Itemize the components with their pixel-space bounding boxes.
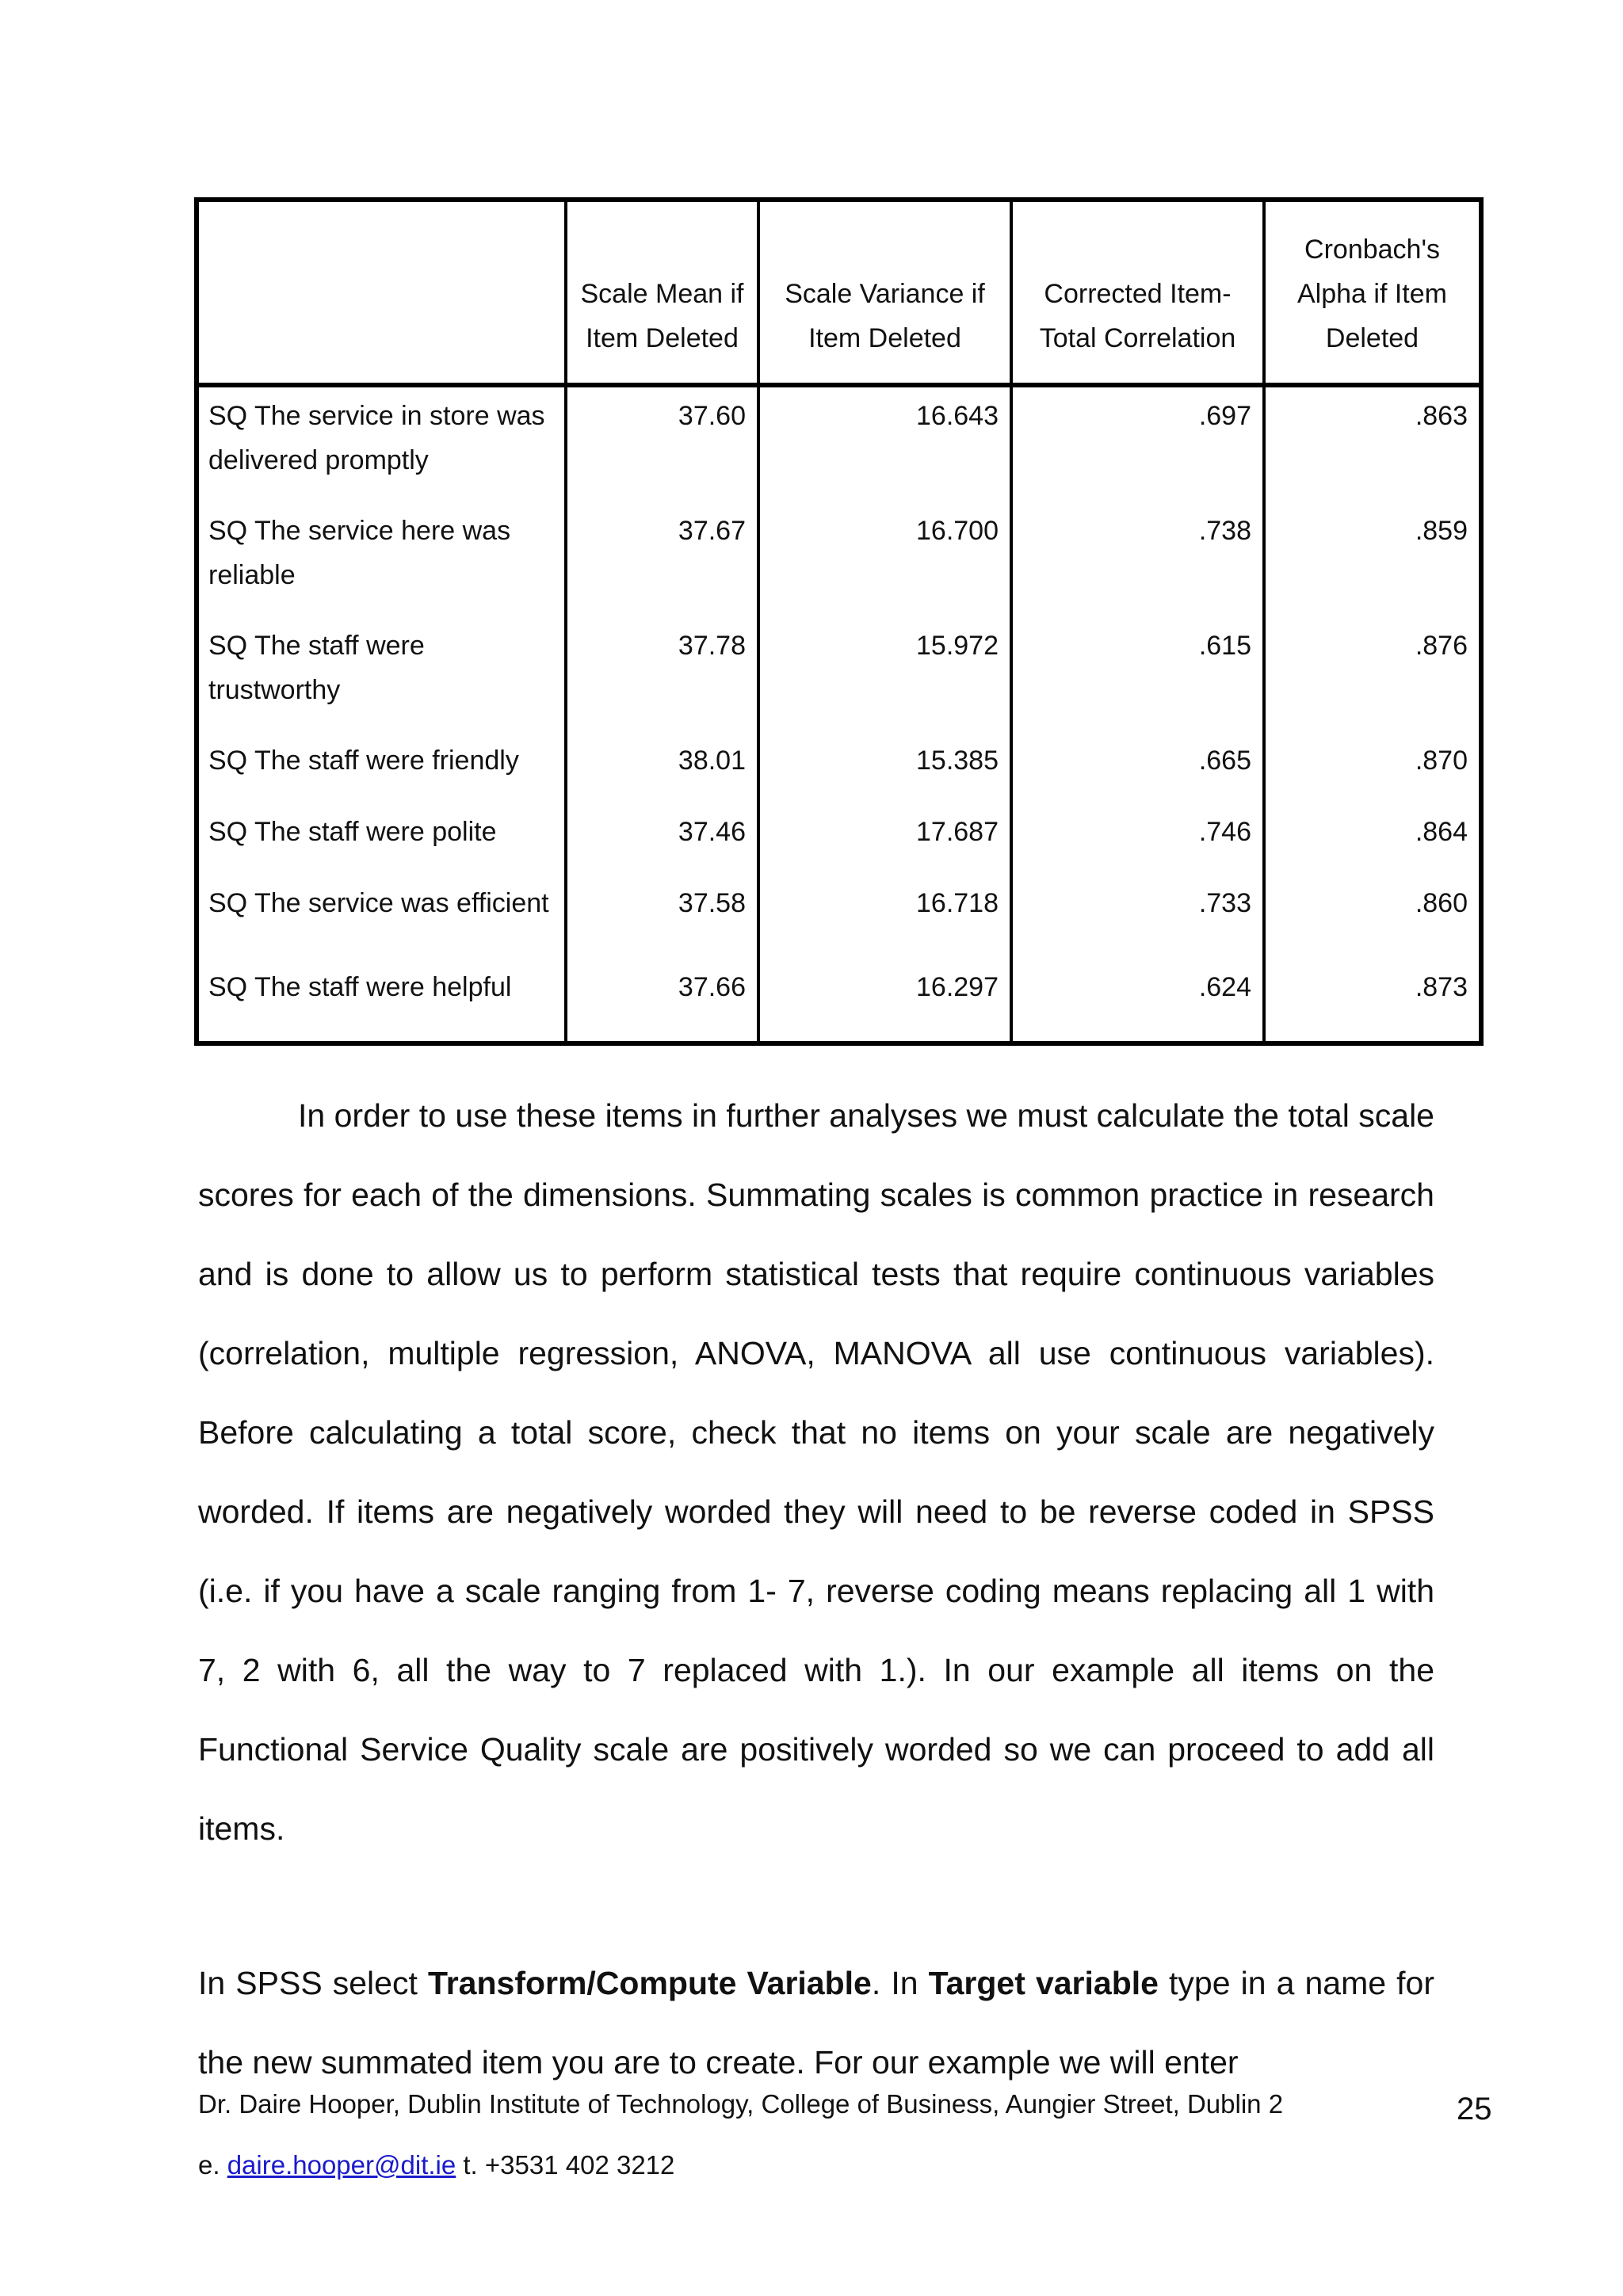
row-label: SQ The service in store was delivered promptly: [197, 385, 566, 502]
table-row: [197, 875, 1481, 946]
scale-mean-cell: 37.58: [566, 875, 758, 946]
corrected-correlation-cell: .733: [1011, 875, 1264, 946]
body-paragraph-summating-scales: In order to use these items in further analyses we must calculate the total scale scores for each of the dimensions. Summating scales is common practice in research and is done to allow us to perform statistical tests that require continuous variables (correlation, multiple regression, ANOVA, MANOVA all use continuous variables). Before calculating a total score, check that no items on your scale are negatively worded. If items are negatively worded they will need to be reverse coded in SPSS (i.e. if you have a scale ranging from 1- 7, reverse coding means replacing all 1 with 7, 2 with 6, all the way to 7 replaced with 1.). In our example all items on the Functional Service Quality scale are positively worded so we can proceed to add all items.: [198, 1097, 1434, 1847]
scale-mean-cell: 37.66: [566, 946, 758, 1043]
cronbach-alpha-cell: .860: [1264, 875, 1481, 946]
email-prefix: e.: [198, 2150, 227, 2180]
text-run: In SPSS select: [198, 1965, 428, 2001]
header-cronbach-alpha: Cronbach's Alpha if Item Deleted: [1264, 200, 1481, 385]
row-label: SQ The staff were helpful: [197, 946, 566, 1043]
scale-variance-cell: 16.297: [758, 946, 1011, 1043]
scale-variance-cell: 16.700: [758, 502, 1011, 617]
corrected-correlation-cell: .697: [1011, 385, 1264, 502]
table-row: [197, 502, 1481, 617]
footer-author-line: Dr. Daire Hooper, Dublin Institute of Technology, College of Business, Aungier Street, Dublin 2: [198, 2089, 1284, 2119]
item-total-statistics-table: [194, 197, 1484, 1046]
scale-variance-cell: 15.385: [758, 732, 1011, 803]
scale-variance-cell: 16.643: [758, 385, 1011, 502]
menu-path-bold: Transform/Compute Variable: [427, 1965, 872, 2001]
table-row: [197, 617, 1481, 732]
body-paragraph-spss-instructions: [198, 1943, 1434, 2102]
text-run: . In: [871, 1965, 929, 2001]
scale-mean-cell: 37.46: [566, 803, 758, 875]
row-label: SQ The service here was reliable: [197, 502, 566, 617]
table-row: [197, 385, 1481, 502]
row-label: SQ The service was efficient: [197, 875, 566, 946]
cronbach-alpha-cell: .864: [1264, 803, 1481, 875]
row-label: SQ The staff were polite: [197, 803, 566, 875]
cronbach-alpha-cell: .873: [1264, 946, 1481, 1043]
cronbach-alpha-cell: .870: [1264, 732, 1481, 803]
phone-text: t. +3531 402 3212: [456, 2150, 675, 2180]
header-corrected-correlation: Corrected Item-Total Correlation: [1011, 200, 1264, 385]
field-name-bold: Target variable: [928, 1965, 1159, 2001]
corrected-correlation-cell: .624: [1011, 946, 1264, 1043]
scale-variance-cell: 17.687: [758, 803, 1011, 875]
scale-variance-cell: 15.972: [758, 617, 1011, 732]
scale-variance-cell: 16.718: [758, 875, 1011, 946]
table-header-row: [197, 200, 1481, 385]
row-label: SQ The staff were friendly: [197, 732, 566, 803]
corrected-correlation-cell: .746: [1011, 803, 1264, 875]
corrected-correlation-cell: .665: [1011, 732, 1264, 803]
page-number: 25: [1457, 2092, 1492, 2126]
scale-mean-cell: 37.78: [566, 617, 758, 732]
cronbach-alpha-cell: .876: [1264, 617, 1481, 732]
header-blank: [197, 200, 566, 385]
footer-contact-line: [198, 2149, 674, 2181]
row-label: SQ The staff were trustworthy: [197, 617, 566, 732]
cronbach-alpha-cell: .863: [1264, 385, 1481, 502]
table-row: [197, 803, 1481, 875]
corrected-correlation-cell: .738: [1011, 502, 1264, 617]
email-link[interactable]: daire.hooper@dit.ie: [227, 2150, 456, 2180]
scale-mean-cell: 38.01: [566, 732, 758, 803]
table-row: [197, 732, 1481, 803]
header-scale-mean: Scale Mean if Item Deleted: [566, 200, 758, 385]
corrected-correlation-cell: .615: [1011, 617, 1264, 732]
scale-mean-cell: 37.60: [566, 385, 758, 502]
text-run: type in a name for the new summated item you are to create. For our example we will enter: [198, 1965, 1434, 2081]
scale-mean-cell: 37.67: [566, 502, 758, 617]
table-row: [197, 946, 1481, 1043]
header-scale-variance: Scale Variance if Item Deleted: [758, 200, 1011, 385]
cronbach-alpha-cell: .859: [1264, 502, 1481, 617]
